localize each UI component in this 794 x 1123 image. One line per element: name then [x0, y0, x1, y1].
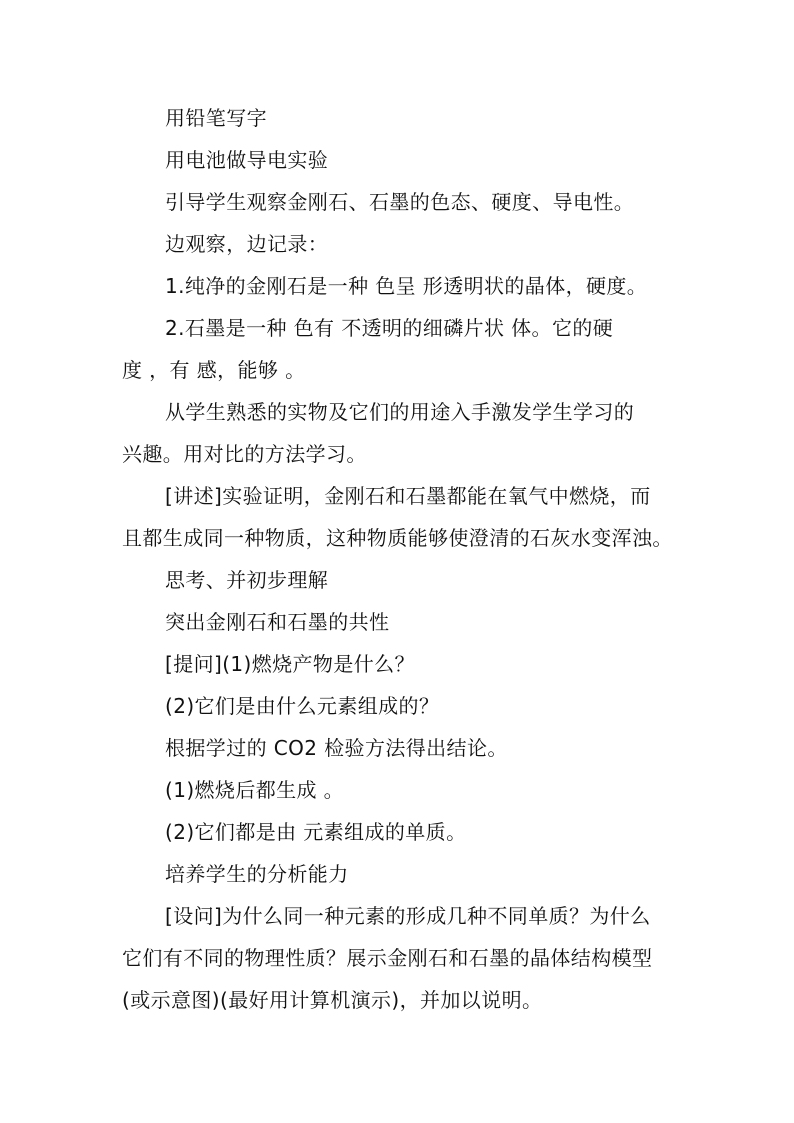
text-line-15: (2)它们是由什么元素组成的？	[165, 694, 440, 718]
text-line-10: [讲述]实验证明，金刚石和石墨都能在氧气中燃烧，而	[165, 484, 651, 508]
text-line-14: [提问](1)燃烧产物是什么？	[165, 652, 415, 676]
text-line-11: 且都生成同一种物质，这种物质能够使澄清的石灰水变浑浊。	[122, 526, 673, 550]
text-line-3: 引导学生观察金刚石、石墨的色态、硬度、导电性。	[165, 190, 635, 214]
text-line-17: (1)燃烧后都生成 。	[165, 778, 345, 802]
text-line-4: 边观察，边记录：	[165, 232, 329, 256]
text-line-18: (2)它们都是由 元素组成的单质。	[165, 820, 467, 844]
text-line-1: 用铅笔写字	[165, 106, 267, 130]
text-line-22: (或示意图)(最好用计算机演示)，并加以说明。	[122, 988, 543, 1012]
text-line-12: 思考、并初步理解	[165, 568, 329, 592]
text-line-2: 用电池做导电实验	[165, 148, 329, 172]
text-line-9: 兴趣。用对比的方法学习。	[122, 442, 367, 466]
text-line-19: 培养学生的分析能力	[165, 862, 349, 886]
text-line-21: 它们有不同的物理性质？展示金刚石和石墨的晶体结构模型	[122, 946, 653, 970]
text-line-8: 从学生熟悉的实物及它们的用途入手激发学生学习的	[165, 400, 635, 424]
text-line-16: 根据学过的 CO2 检验方法得出结论。	[165, 736, 508, 760]
text-line-13: 突出金刚石和石墨的共性	[165, 610, 390, 634]
text-line-20: [设问]为什么同一种元素的形成几种不同单质？为什么	[165, 904, 651, 928]
text-line-7: 度 ，有 感，能够 。	[122, 358, 306, 382]
text-line-6: 2.石墨是一种 色有 不透明的细磷片状 体。它的硬	[165, 316, 614, 340]
text-line-5: 1.纯净的金刚石是一种 色呈 形透明状的晶体，硬度。	[165, 274, 648, 298]
